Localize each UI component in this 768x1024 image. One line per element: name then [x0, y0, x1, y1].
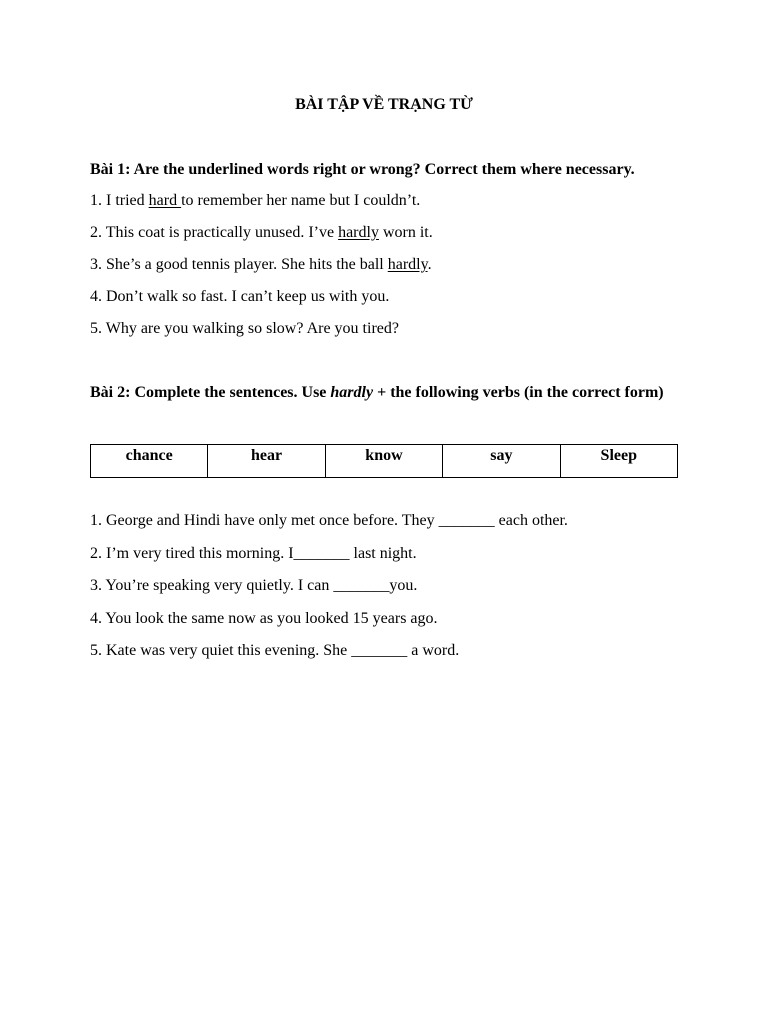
- item-text: 3. She’s a good tennis player. She hits the ball: [90, 256, 388, 273]
- verb-cell: know: [325, 445, 442, 478]
- exercise-1-item: 5. Why are you walking so slow? Are you tired?: [90, 320, 399, 337]
- exercise-2-heading: [90, 381, 678, 404]
- document-title: BÀI TẬP VỀ TRẠNG TỪ: [295, 96, 473, 113]
- verb-cell: chance: [91, 445, 208, 478]
- exercise-1-item: [90, 222, 678, 244]
- exercise-1-item: [90, 254, 678, 276]
- verb-cell: Sleep: [560, 445, 677, 478]
- document-page: [90, 94, 678, 662]
- exercise-2-item: 2. I’m very tired this morning. I_______ last night.: [90, 544, 417, 562]
- underlined-word: hardly: [387, 256, 428, 273]
- exercise-2-list: [90, 510, 678, 662]
- item-text: worn it.: [378, 224, 433, 241]
- exercise-1-list: [90, 190, 678, 340]
- exercise-1-item: 4. Don’t walk so fast. I can’t keep us with you.: [90, 288, 390, 305]
- item-text: to remember her name but I couldn’t.: [181, 192, 421, 209]
- heading-emphasis: hardly: [330, 384, 374, 401]
- underlined-word: hard: [148, 192, 182, 209]
- verb-cell: hear: [208, 445, 325, 478]
- exercise-2-item: 3. You’re speaking very quietly. I can _______you.: [90, 577, 418, 594]
- exercise-2-item: 4. You look the same now as you looked 15 years ago.: [90, 609, 438, 627]
- item-text: 1. I tried: [90, 192, 149, 209]
- exercise-2-item: 5. Kate was very quiet this evening. She _______ a word.: [90, 642, 460, 659]
- verb-table-row: [91, 445, 678, 478]
- underlined-word: hardly: [338, 224, 379, 241]
- item-text: 2. This coat is practically unused. I’ve: [90, 224, 339, 241]
- exercise-1-item: [90, 190, 678, 212]
- verb-table: [90, 444, 678, 478]
- heading-text: + the following verbs (in the correct form): [373, 384, 664, 401]
- item-text: .: [427, 256, 432, 273]
- exercise-2-item: 1. George and Hindi have only met once before. They _______ each other.: [90, 512, 568, 529]
- exercise-1-heading: Bài 1: Are the underlined words right or wrong? Correct them where necessary.: [90, 161, 635, 178]
- verb-cell: say: [443, 445, 560, 478]
- heading-text: Bài 2: Complete the sentences. Use: [90, 384, 331, 401]
